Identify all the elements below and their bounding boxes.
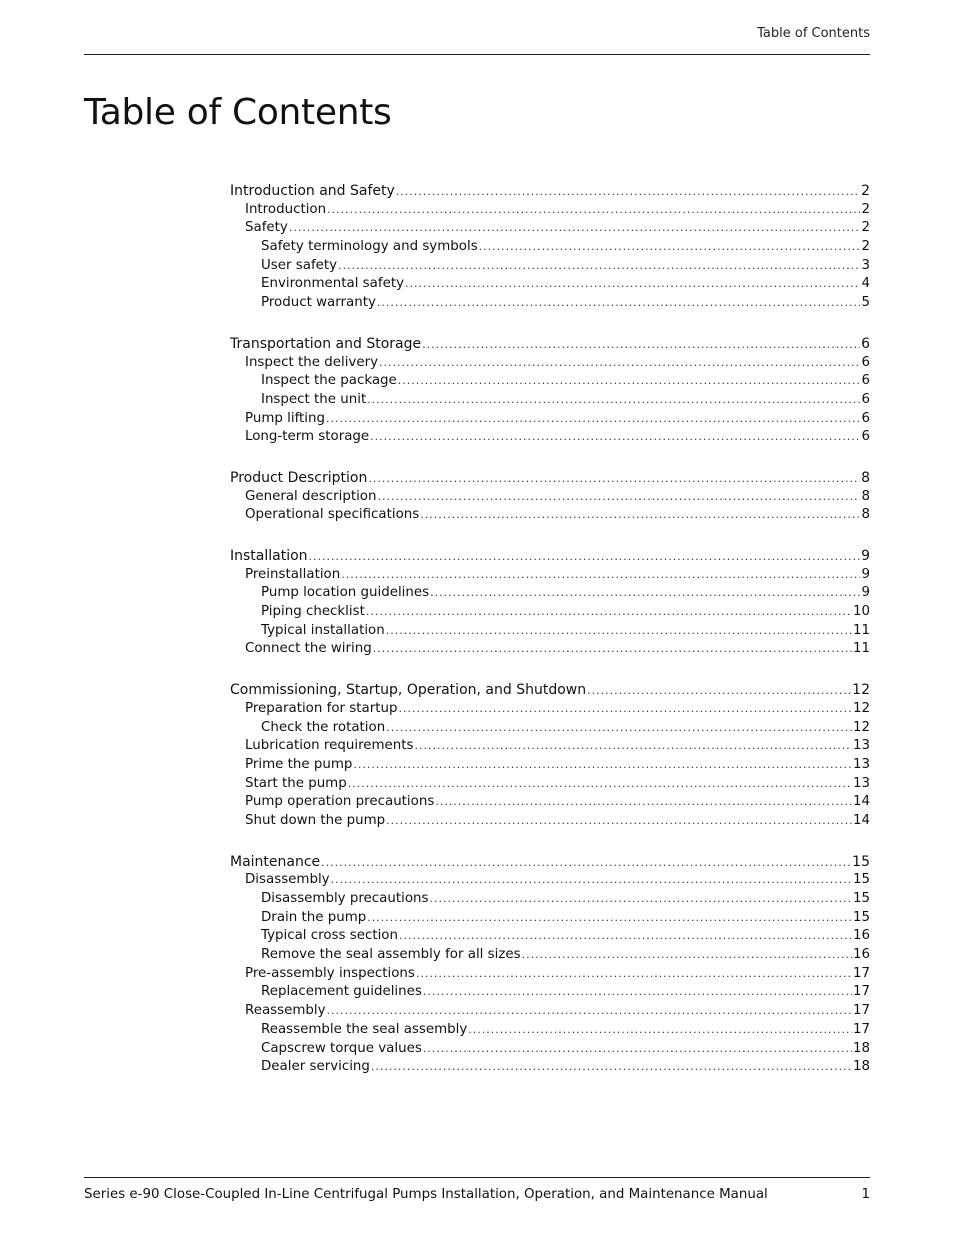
toc-chapter-entry[interactable] bbox=[230, 335, 870, 354]
toc-entry-title: Pump operation precautions bbox=[245, 794, 435, 810]
toc-chapter-entry[interactable] bbox=[230, 853, 870, 872]
toc-entry-title: Inspect the delivery bbox=[245, 354, 379, 370]
toc-entry-title: Check the rotation bbox=[261, 719, 386, 735]
dot-leader bbox=[399, 927, 852, 946]
dot-leader bbox=[321, 854, 851, 873]
toc-entry-title: Preparation for startup bbox=[245, 700, 398, 716]
dot-leader bbox=[367, 909, 852, 928]
toc-entry-title: Reassembly bbox=[245, 1003, 326, 1019]
toc-entry-page: 9 bbox=[861, 548, 870, 564]
dot-leader bbox=[341, 566, 860, 585]
toc-section-entry[interactable] bbox=[230, 812, 870, 831]
dot-leader bbox=[386, 812, 852, 831]
toc-entry-title: Piping checklist bbox=[261, 604, 365, 620]
toc-section-entry[interactable] bbox=[230, 756, 870, 775]
dot-leader bbox=[348, 775, 852, 794]
dot-leader bbox=[430, 584, 860, 603]
dot-leader bbox=[386, 719, 852, 738]
toc-entry-page: 13 bbox=[852, 775, 870, 791]
toc-entry-page: 15 bbox=[852, 891, 870, 906]
toc-entry-title: Safety bbox=[245, 220, 288, 236]
toc-entry-page: 2 bbox=[861, 201, 870, 217]
toc-entry-page: 6 bbox=[861, 429, 870, 445]
toc-entry-title: Long-term storage bbox=[245, 429, 370, 445]
toc-section-entry[interactable] bbox=[230, 640, 870, 659]
toc-entry-title: Installation bbox=[230, 548, 308, 564]
dot-leader bbox=[587, 682, 851, 701]
toc-chapter-entry[interactable] bbox=[230, 681, 870, 700]
toc-entry-page: 2 bbox=[861, 220, 870, 236]
toc-section-entry[interactable] bbox=[230, 965, 870, 984]
toc-chapter-entry[interactable] bbox=[230, 547, 870, 566]
toc-section-entry[interactable] bbox=[230, 775, 870, 794]
toc-entry-title: Start the pump bbox=[245, 775, 347, 791]
toc-entry-page: 15 bbox=[852, 853, 870, 870]
toc-entry-page: 12 bbox=[852, 719, 870, 735]
toc-entry-page: 12 bbox=[852, 682, 870, 699]
toc-entry-title: Remove the seal assembly for all sizes bbox=[261, 947, 521, 963]
dot-leader bbox=[435, 793, 852, 812]
toc-entry-title: Operational specifications bbox=[245, 507, 420, 523]
toc-entry-title: User safety bbox=[261, 257, 338, 273]
dot-leader bbox=[416, 965, 852, 984]
toc-entry-title: General description bbox=[245, 488, 377, 504]
toc-entry-title: Transportation and Storage bbox=[230, 335, 422, 352]
toc-entry-page: 16 bbox=[852, 928, 870, 944]
dot-leader bbox=[368, 470, 860, 489]
toc-entry-page: 17 bbox=[852, 984, 870, 1000]
dot-leader bbox=[370, 428, 860, 447]
toc-entry-page: 8 bbox=[861, 469, 870, 486]
toc-section-entry[interactable] bbox=[230, 201, 870, 220]
toc-section-entry[interactable] bbox=[230, 506, 870, 525]
toc-section-entry[interactable] bbox=[230, 410, 870, 429]
dot-leader bbox=[377, 488, 860, 507]
toc-section-entry[interactable] bbox=[230, 700, 870, 719]
toc-entry-title: Commissioning, Startup, Operation, and Shutdown bbox=[230, 682, 587, 699]
toc-entry-title: Product Description bbox=[230, 469, 368, 486]
toc-entry-page: 17 bbox=[852, 965, 870, 981]
toc-subsection-entry[interactable] bbox=[230, 275, 870, 294]
dot-leader bbox=[429, 890, 851, 909]
toc-subsection-entry[interactable] bbox=[230, 909, 870, 928]
toc-entry-page: 6 bbox=[861, 373, 870, 389]
toc-entry-page: 18 bbox=[852, 1040, 870, 1056]
toc-entry-page: 14 bbox=[852, 812, 870, 828]
toc-entry-page: 8 bbox=[861, 488, 870, 504]
toc-subsection-entry[interactable] bbox=[230, 1021, 870, 1040]
toc-entry-title: Pump lifting bbox=[245, 410, 326, 426]
toc-subsection-entry[interactable] bbox=[230, 622, 870, 641]
toc-entry-page: 3 bbox=[861, 257, 870, 273]
running-header: Table of Contents bbox=[757, 26, 870, 41]
toc-list bbox=[230, 182, 870, 1099]
toc-entry-page: 4 bbox=[861, 276, 870, 292]
toc-chapter-entry[interactable] bbox=[230, 469, 870, 488]
toc-subsection-entry[interactable] bbox=[230, 257, 870, 276]
dot-leader bbox=[396, 183, 860, 202]
toc-entry-title: Typical installation bbox=[261, 622, 385, 638]
dot-leader bbox=[367, 391, 860, 410]
dot-leader bbox=[405, 275, 860, 294]
toc-entry-page: 10 bbox=[852, 604, 870, 620]
toc-entry-title: Lubrication requirements bbox=[245, 738, 414, 754]
toc-section-entry[interactable] bbox=[230, 871, 870, 890]
dot-leader bbox=[415, 737, 852, 756]
dot-leader bbox=[479, 238, 861, 257]
toc-entry-title: Disassembly bbox=[245, 872, 330, 888]
toc-subsection-entry[interactable] bbox=[230, 238, 870, 257]
toc-chapter-entry[interactable] bbox=[230, 182, 870, 201]
toc-subsection-entry[interactable] bbox=[230, 927, 870, 946]
toc-entry-title: Product warranty bbox=[261, 295, 376, 311]
toc-subsection-entry[interactable] bbox=[230, 890, 870, 909]
toc-subsection-entry[interactable] bbox=[230, 1058, 870, 1077]
dot-leader bbox=[373, 640, 852, 659]
toc-subsection-entry[interactable] bbox=[230, 983, 870, 1002]
footer-rule bbox=[84, 1177, 870, 1178]
toc-entry-title: Shut down the pump bbox=[245, 812, 386, 828]
toc-entry-page: 9 bbox=[861, 566, 870, 582]
dot-leader bbox=[371, 1058, 852, 1077]
toc-entry-page: 12 bbox=[852, 700, 870, 716]
page-number: 1 bbox=[861, 1187, 870, 1202]
dot-leader bbox=[468, 1021, 852, 1040]
toc-entry-page: 13 bbox=[852, 756, 870, 772]
toc-entry-title: Safety terminology and symbols bbox=[261, 239, 478, 255]
dot-leader bbox=[327, 1002, 852, 1021]
dot-leader bbox=[423, 983, 852, 1002]
toc-section bbox=[230, 335, 870, 447]
toc-section bbox=[230, 469, 870, 525]
dot-leader bbox=[379, 354, 860, 373]
toc-entry-page: 14 bbox=[852, 794, 870, 810]
toc-entry-title: Dealer servicing bbox=[261, 1059, 370, 1075]
toc-entry-title: Inspect the unit bbox=[261, 391, 367, 407]
page-title: Table of Contents bbox=[84, 92, 392, 133]
dot-leader bbox=[420, 506, 860, 525]
dot-leader bbox=[422, 336, 860, 355]
toc-entry-title: Introduction and Safety bbox=[230, 183, 395, 199]
toc-entry-page: 18 bbox=[852, 1059, 870, 1075]
toc-subsection-entry[interactable] bbox=[230, 372, 870, 391]
dot-leader bbox=[423, 1040, 852, 1059]
toc-entry-title: Replacement guidelines bbox=[261, 984, 422, 1000]
toc-entry-title: Disassembly precautions bbox=[261, 891, 429, 906]
toc-entry-page: 15 bbox=[852, 909, 870, 925]
toc-entry-page: 11 bbox=[852, 641, 870, 657]
dot-leader bbox=[398, 372, 861, 391]
toc-section-entry[interactable] bbox=[230, 566, 870, 585]
dot-leader bbox=[522, 946, 852, 965]
header-rule bbox=[84, 54, 870, 55]
toc-entry-title: Environmental safety bbox=[261, 276, 404, 292]
toc-entry-page: 16 bbox=[852, 947, 870, 963]
toc-entry-title: Preinstallation bbox=[245, 566, 341, 582]
toc-subsection-entry[interactable] bbox=[230, 1040, 870, 1059]
toc-entry-title: Pre-assembly inspections bbox=[245, 965, 415, 981]
toc-entry-page: 6 bbox=[861, 410, 870, 426]
toc-section-entry[interactable] bbox=[230, 793, 870, 812]
toc-section bbox=[230, 547, 870, 659]
dot-leader bbox=[377, 294, 861, 313]
toc-entry-page: 11 bbox=[852, 622, 870, 638]
toc-entry-page: 15 bbox=[852, 872, 870, 888]
toc-entry-title: Inspect the package bbox=[261, 373, 397, 389]
toc-section bbox=[230, 853, 870, 1077]
toc-entry-page: 8 bbox=[861, 507, 870, 523]
toc-entry-title: Connect the wiring bbox=[245, 641, 372, 657]
toc-entry-title: Introduction bbox=[245, 201, 327, 217]
dot-leader bbox=[353, 756, 852, 775]
toc-entry-title: Capscrew torque values bbox=[261, 1040, 422, 1056]
toc-section-entry[interactable] bbox=[230, 488, 870, 507]
toc-section bbox=[230, 182, 870, 313]
dot-leader bbox=[338, 257, 860, 276]
toc-section-entry[interactable] bbox=[230, 1002, 870, 1021]
toc-entry-title: Pump location guidelines bbox=[261, 585, 430, 601]
dot-leader bbox=[289, 219, 861, 238]
toc-entry-page: 6 bbox=[861, 354, 870, 370]
toc-entry-title: Reassemble the seal assembly bbox=[261, 1021, 468, 1037]
toc-subsection-entry[interactable] bbox=[230, 946, 870, 965]
dot-leader bbox=[309, 548, 861, 567]
toc-entry-page: 2 bbox=[861, 183, 870, 199]
toc-entry-title: Drain the pump bbox=[261, 909, 367, 925]
toc-entry-title: Typical cross section bbox=[261, 928, 398, 944]
toc-section-entry[interactable] bbox=[230, 354, 870, 373]
toc-entry-page: 9 bbox=[861, 585, 870, 601]
dot-leader bbox=[326, 410, 860, 429]
toc-section-entry[interactable] bbox=[230, 737, 870, 756]
dot-leader bbox=[366, 603, 852, 622]
toc-entry-title: Maintenance bbox=[230, 853, 321, 870]
toc-entry-page: 17 bbox=[852, 1003, 870, 1019]
toc-section-entry[interactable] bbox=[230, 219, 870, 238]
dot-leader bbox=[398, 700, 851, 719]
toc-entry-page: 13 bbox=[852, 738, 870, 754]
toc-entry-page: 6 bbox=[861, 391, 870, 407]
toc-entry-title: Prime the pump bbox=[245, 756, 353, 772]
dot-leader bbox=[386, 622, 852, 641]
toc-subsection-entry[interactable] bbox=[230, 603, 870, 622]
toc-subsection-entry[interactable] bbox=[230, 391, 870, 410]
toc-entry-page: 5 bbox=[861, 295, 870, 311]
toc-section-entry[interactable] bbox=[230, 428, 870, 447]
dot-leader bbox=[331, 871, 852, 890]
toc-entry-page: 2 bbox=[861, 239, 870, 255]
dot-leader bbox=[327, 201, 860, 220]
toc-subsection-entry[interactable] bbox=[230, 294, 870, 313]
toc-entry-page: 6 bbox=[861, 335, 870, 352]
toc-subsection-entry[interactable] bbox=[230, 584, 870, 603]
footer-text: Series e-90 Close-Coupled In-Line Centrifugal Pumps Installation, Operation, and Maintenance Manual bbox=[84, 1187, 768, 1202]
toc-subsection-entry[interactable] bbox=[230, 719, 870, 738]
toc-entry-page: 17 bbox=[852, 1021, 870, 1037]
toc-section bbox=[230, 681, 870, 831]
